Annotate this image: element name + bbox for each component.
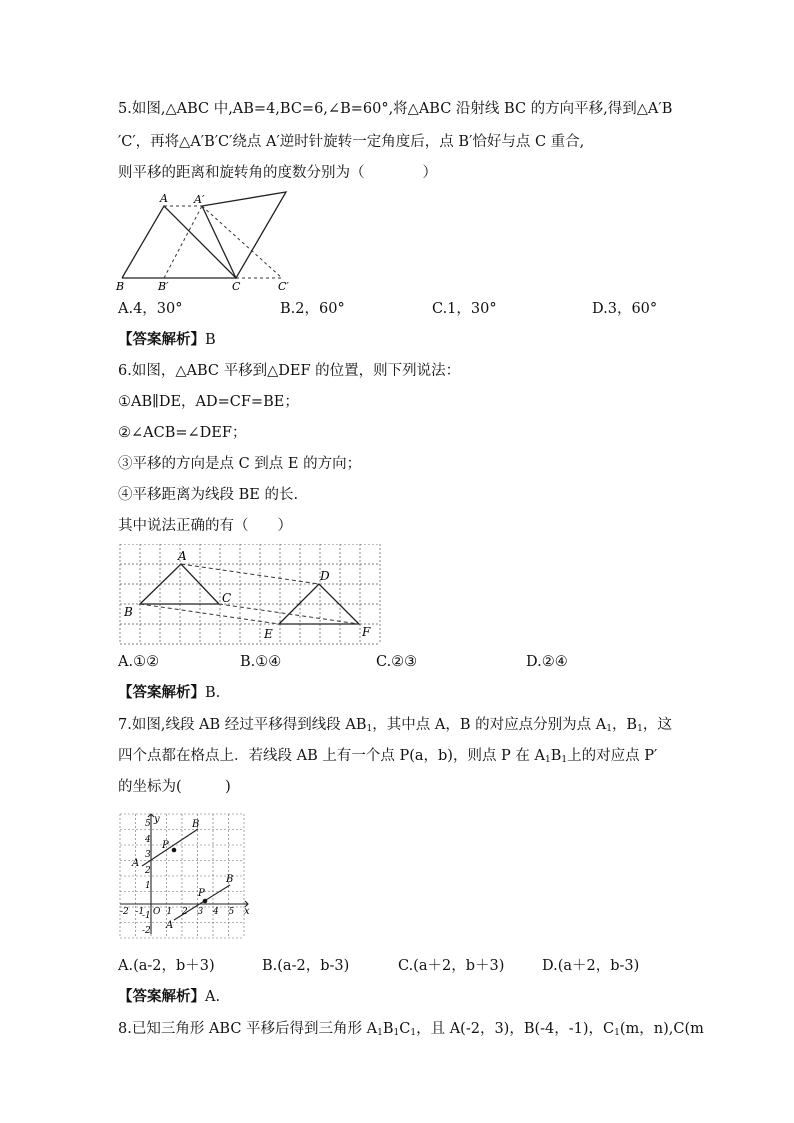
label-B1: B: [226, 874, 234, 885]
y-tick-label: 2: [145, 866, 151, 876]
q7-line1-part1: 7.如图,线段 AB 经过平移得到线段 A: [118, 717, 356, 733]
q7-line1: [118, 714, 672, 740]
q8-line1-part1: 8.已知三角形 ABC 平移后得到三角形 A: [118, 1021, 378, 1037]
point-P1: [203, 899, 208, 904]
label-C-prime: C′: [278, 280, 289, 293]
q8-line1-part5: (m，n),C(m: [619, 1021, 704, 1037]
x-tick-label: 5: [228, 907, 235, 917]
q6-option-d: D.②④: [526, 654, 568, 670]
label-E: E: [264, 627, 273, 641]
y-tick-label: 4: [145, 835, 151, 845]
label-B: B: [116, 280, 125, 293]
q5-option-c: C.1，30°: [432, 301, 497, 317]
q6-grid-figure: [118, 544, 382, 648]
q7-line2-part1: 四个点都在格点上．若线段 AB 上有一个点 P(a，b)，则点 P 在 A: [118, 748, 546, 764]
label-F: F: [362, 625, 371, 639]
q6-ask: 其中说法正确的有（ ）: [118, 518, 292, 534]
label-P: P: [162, 840, 169, 851]
q7-line1-part2: ，其中点 A，B 的对应点分别为点 A: [372, 717, 607, 733]
origin-label: O: [153, 907, 161, 917]
q5-answer: [118, 329, 216, 351]
label-B: B: [124, 605, 133, 619]
subscript-1: 1: [545, 755, 551, 765]
subscript-1: 1: [377, 1028, 383, 1038]
label-P1: P: [198, 888, 205, 899]
label-D: D: [320, 569, 330, 583]
answer-value: B: [205, 332, 216, 348]
label-B: B: [192, 819, 200, 830]
subscript-B1: B: [355, 717, 367, 733]
q6-option-a: A.①②: [118, 654, 160, 670]
q5-option-a: A.4，30°: [118, 301, 183, 317]
subscript-1: 1: [637, 724, 643, 734]
q8-line1-part2: B: [382, 1021, 394, 1037]
subscript-B1: B: [550, 748, 562, 764]
q8-line1-part4: ，且 A(-2，3)，B(-4，-1)，C: [416, 1021, 615, 1037]
q5-figure: [114, 186, 304, 294]
label-C: C: [232, 280, 241, 293]
q7-answer: [118, 986, 220, 1008]
subscript-1: 1: [366, 724, 373, 734]
y-tick-label: 3: [145, 850, 151, 860]
q5-option-b: B.2，60°: [280, 301, 345, 317]
y-tick-label: 5: [145, 819, 151, 829]
x-tick-label: 1: [166, 907, 173, 917]
q6-statement-1: ①AB∥DE，AD=CF=BE；: [118, 394, 299, 410]
answer-tag: 【答案解析】: [118, 332, 205, 348]
q7-option-d: D.(a＋2，b-3): [542, 958, 640, 974]
q8-line1: [118, 1018, 704, 1044]
label-A: A: [132, 858, 140, 869]
q8-line1-part3: C: [399, 1021, 411, 1037]
q5-line2: ′C′，再将△A′B′C′绕点 A′逆时针旋转一定角度后，点 B′恰好与点 C 重合,: [118, 134, 585, 150]
q6-line1: 6.如图，△ABC 平移到△DEF 的位置，则下列说法：: [118, 363, 461, 379]
q7-option-c: C.(a＋2，b＋3): [398, 958, 505, 974]
label-A-prime: A′: [194, 193, 205, 206]
q6-option-b: B.①④: [240, 654, 282, 670]
subscript-1: 1: [561, 755, 568, 765]
y-axis-label: y: [154, 814, 160, 825]
q7-line3: 的坐标为( ): [118, 779, 231, 795]
answer-value: A.: [205, 989, 221, 1005]
x-tick-label: 3: [197, 907, 204, 917]
q7-coordinate-figure: [116, 810, 254, 940]
subscript-1: 1: [410, 1028, 417, 1038]
q6-statement-3: ③平移的方向是点 C 到点 E 的方向；: [118, 456, 362, 472]
q5-line3: 则平移的距离和旋转角的度数分别为（ ）: [118, 165, 437, 181]
label-B-prime: B′: [158, 280, 169, 293]
y-tick-label: 1: [145, 881, 151, 891]
answer-tag: 【答案解析】: [118, 685, 205, 701]
x-tick-label: 2: [182, 907, 188, 917]
q7-option-a: A.(a-2，b＋3): [118, 958, 215, 974]
answer-tag: 【答案解析】: [118, 989, 205, 1005]
q7-option-b: B.(a-2，b-3): [262, 958, 350, 974]
q7-line1-part3: ，B: [611, 717, 638, 733]
q7-line2-part2: 上的对应点 P′: [567, 748, 658, 764]
x-tick-label: 4: [213, 907, 219, 917]
subscript-1: 1: [393, 1028, 400, 1038]
triangle-a2-c-rotated: [202, 192, 286, 278]
y-tick-label: -1: [142, 911, 151, 921]
point-P: [172, 848, 177, 853]
x-tick-label: -2: [120, 907, 129, 917]
subscript-1: 1: [614, 1028, 620, 1038]
triangle-abc: [140, 564, 219, 604]
label-A1: A: [166, 920, 174, 931]
answer-value: B.: [205, 685, 221, 701]
label-A: A: [178, 549, 187, 563]
q6-answer: [118, 682, 220, 704]
q5-option-d: D.3，60°: [592, 301, 658, 317]
q6-option-c: C.②③: [376, 654, 418, 670]
q5-line1: 5.如图,△ABC 中,AB=4,BC=6,∠B=60°,将△ABC 沿射线 BC 的方向平移,得到△A′B: [118, 101, 673, 117]
x-tick-label: -1: [135, 907, 145, 917]
q7-line1-part4: ，这: [642, 717, 672, 733]
q6-statement-4: ④平移距离为线段 BE 的长.: [118, 487, 299, 503]
y-tick-label: -2: [142, 926, 151, 936]
label-A: A: [160, 192, 168, 205]
label-C: C: [222, 591, 232, 605]
x-axis-label: x: [244, 906, 250, 917]
subscript-1: 1: [606, 724, 612, 734]
q6-statement-2: ②∠ACB=∠DEF；: [118, 425, 247, 441]
q7-line2: [118, 745, 657, 771]
